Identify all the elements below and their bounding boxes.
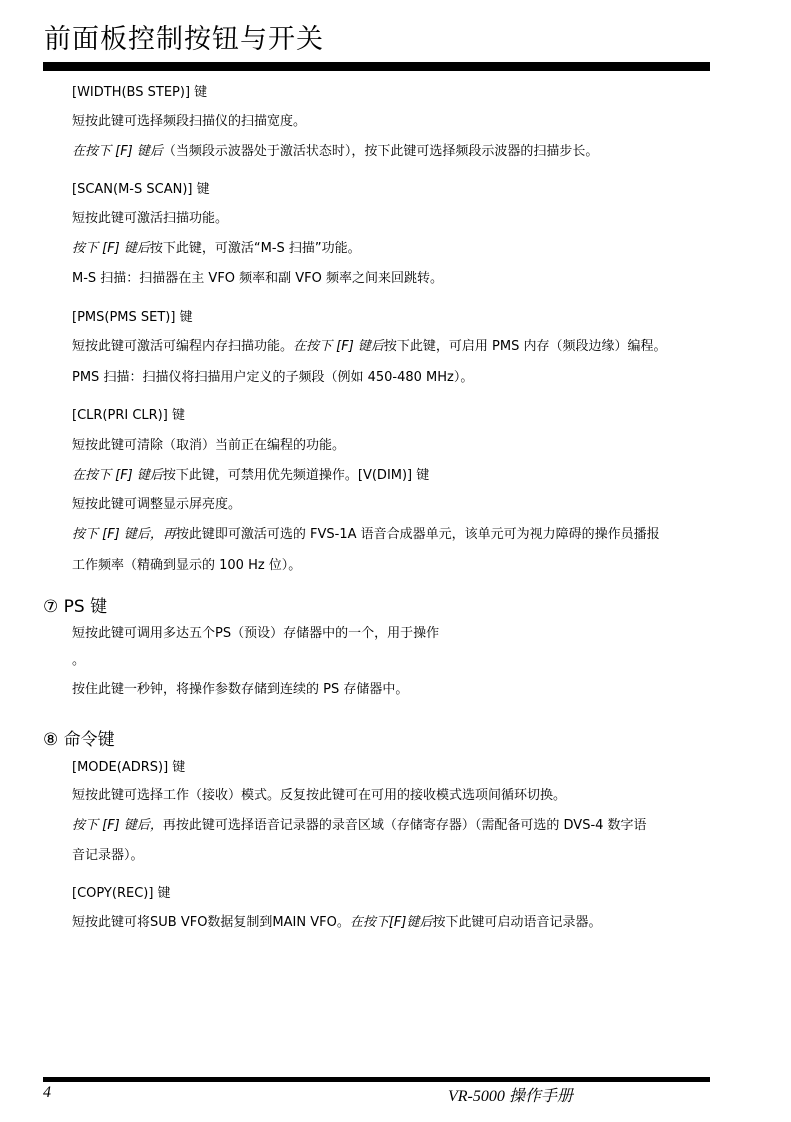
text-line xyxy=(72,143,598,161)
text-line xyxy=(72,113,306,131)
text-line xyxy=(72,407,185,425)
text-line xyxy=(72,681,408,699)
text-segment: 音记录器）。 xyxy=(72,848,144,863)
text-line xyxy=(72,369,473,387)
text-line xyxy=(72,625,439,643)
text-segment: 。 xyxy=(72,653,86,668)
text-segment: 按下此键，可启用 PMS 内存（频段边缘）编程。 xyxy=(383,339,667,354)
text-segment: 按下此键，可激活“M-S 扫描”功能。 xyxy=(149,241,361,256)
text-segment: 短按此键可选择工作（接收）模式。反复按此键可在可用的接收模式选项间循环切换。 xyxy=(72,788,567,803)
text-segment: ⑦ PS 键 xyxy=(43,597,108,617)
text-line xyxy=(72,496,241,514)
text-line xyxy=(72,652,85,670)
section-heading xyxy=(43,596,107,618)
text-line xyxy=(72,338,666,356)
text-line xyxy=(72,885,171,903)
text-segment: 短按此键可激活可编程内存扫描功能。 xyxy=(72,339,294,354)
text-segment: 按此键即可激活可选的 FVS-1A 语音合成器单元，该单元可为视力障碍的操作员播报 xyxy=(175,527,660,542)
text-segment: 再按此键可选择语音记录器的录音区域（存储寄存器）（需配备可选的 DVS-4 数字语 xyxy=(162,818,647,833)
emphasis-text: 按下 [F] 键后，再 xyxy=(72,527,176,542)
page-number: 4 xyxy=(43,1084,51,1101)
text-segment: 短按此键可将SUB VFO数据复制到MAIN VFO。 xyxy=(72,915,350,930)
text-line xyxy=(72,557,301,575)
text-segment: [CLR(PRI CLR)] 键 xyxy=(72,408,185,423)
text-segment: M-S 扫描：扫描器在主 VFO 频率和副 VFO 频率之间来回跳转。 xyxy=(72,271,444,286)
text-line xyxy=(72,467,429,485)
text-line xyxy=(72,914,601,932)
text-segment: 工作频率（精确到显示的 100 Hz 位）。 xyxy=(72,558,302,573)
manual-title: VR-5000 操作手册 xyxy=(448,1088,573,1105)
emphasis-text: 在按下 [F] 键后 xyxy=(72,468,163,483)
emphasis-text: 按下 [F] 键后， xyxy=(72,818,163,833)
text-segment: 按下此键可启动语音记录器。 xyxy=(432,915,602,930)
text-line xyxy=(72,847,144,865)
text-segment: [WIDTH(BS STEP)] 键 xyxy=(72,85,208,100)
text-segment: [PMS(PMS SET)] 键 xyxy=(72,310,193,325)
text-segment: [SCAN(M-S SCAN)] 键 xyxy=(72,182,210,197)
page-title: 前面板控制按钮与开关 xyxy=(44,24,324,55)
text-line xyxy=(72,787,566,805)
text-line xyxy=(72,759,185,777)
emphasis-text: 按下 [F] 键后 xyxy=(72,241,150,256)
header-rule xyxy=(43,62,710,71)
text-segment: PMS 扫描：扫描仪将扫描用户定义的子频段（例如 450-480 MHz）。 xyxy=(72,370,474,385)
text-segment: 短按此键可激活扫描功能。 xyxy=(72,211,229,226)
text-segment: [COPY(REC)] 键 xyxy=(72,886,171,901)
text-segment: 短按此键可调用多达五个PS（预设）存储器中的一个，用于操作 xyxy=(72,626,440,641)
text-segment: 短按此键可调整显示屏亮度。 xyxy=(72,497,242,512)
text-line xyxy=(72,270,443,288)
text-line xyxy=(72,437,345,455)
emphasis-text: 在按下[F]键后 xyxy=(349,915,433,930)
text-segment: 短按此键可选择频段扫描仪的扫描宽度。 xyxy=(72,114,307,129)
text-segment: （当频段示波器处于激活状态时），按下此键可选择频段示波器的扫描步长。 xyxy=(162,144,599,159)
text-line xyxy=(72,210,228,228)
text-line xyxy=(72,240,361,258)
text-segment: 短按此键可清除（取消）当前正在编程的功能。 xyxy=(72,438,346,453)
text-line xyxy=(72,181,210,199)
text-line xyxy=(72,309,193,327)
footer-rule xyxy=(43,1077,710,1082)
emphasis-text: 在按下 [F] 键后 xyxy=(293,339,384,354)
text-line xyxy=(72,817,647,835)
text-segment: [MODE(ADRS)] 键 xyxy=(72,760,186,775)
emphasis-text: 在按下 [F] 键后 xyxy=(72,144,163,159)
text-line xyxy=(72,526,660,544)
text-segment: ⑧ 命令键 xyxy=(43,730,115,750)
text-segment: 按下此键，可禁用优先频道操作。[V(DIM)] 键 xyxy=(162,468,430,483)
text-line xyxy=(72,84,207,102)
text-segment: 按住此键一秒钟，将操作参数存储到连续的 PS 存储器中。 xyxy=(72,682,409,697)
section-heading xyxy=(43,729,115,751)
